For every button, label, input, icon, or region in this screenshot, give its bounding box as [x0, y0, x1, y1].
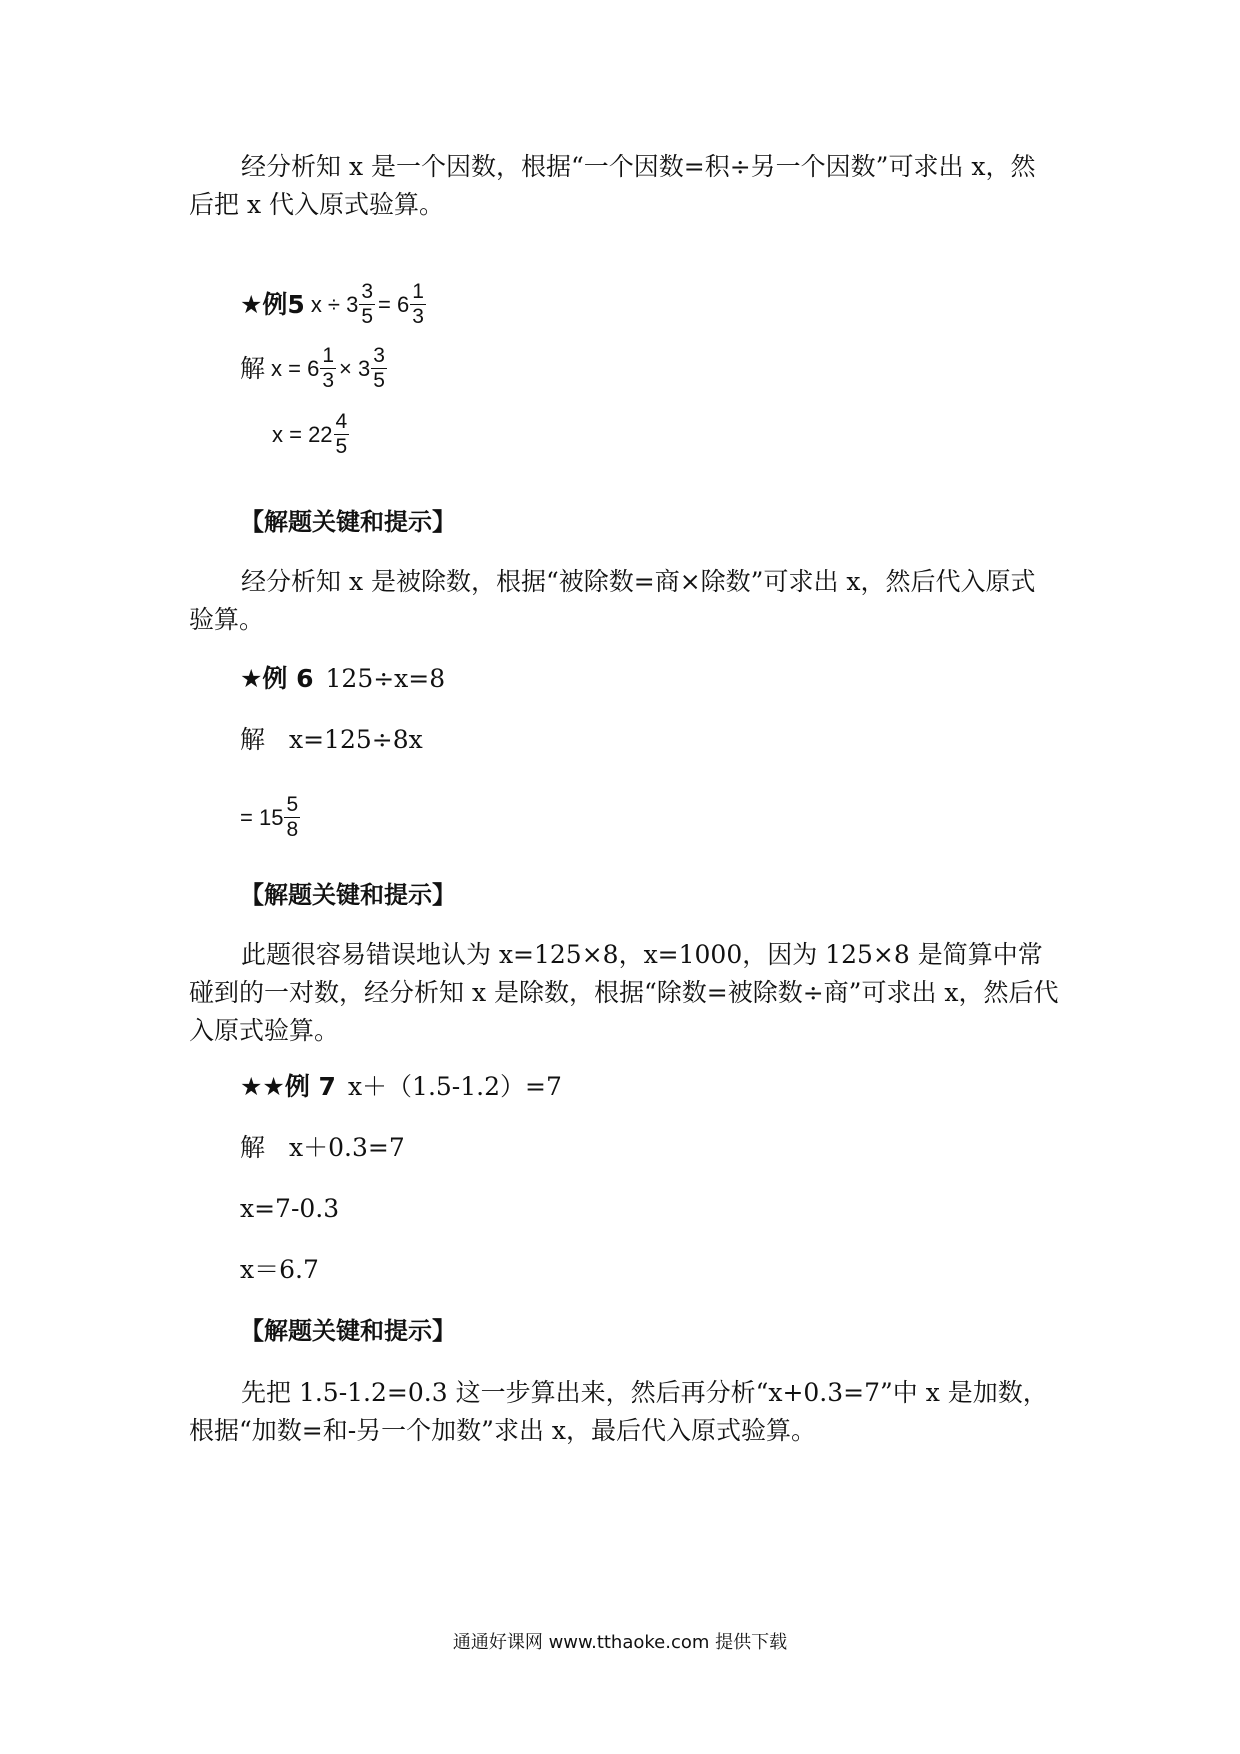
fraction-denominator: 8 [286, 818, 299, 841]
example6-key-heading: 【解题关键和提示】 [240, 881, 456, 909]
example5-key-heading: 【解题关键和提示】 [240, 508, 456, 536]
fraction-denominator: 3 [412, 305, 424, 328]
example7-sol-line-3-text: x＝6.7 [240, 1255, 319, 1284]
fraction-numerator: 3 [373, 344, 385, 367]
fraction-denominator: 5 [373, 369, 385, 392]
fraction-numerator: 4 [335, 410, 348, 433]
fraction-numerator: 1 [322, 344, 335, 367]
example7-key-heading: 【解题关键和提示】 [240, 1317, 456, 1345]
fraction-numerator: 5 [286, 793, 299, 816]
example5-eq-fraction-1 [359, 280, 375, 329]
fraction-denominator: 5 [361, 305, 374, 328]
example7-key-paragraph: 先把 1.5-1.2=0.3 这一步算出来，然后再分析“x+0.3=7”中 x 是加数，根据“加数=和-另一个加数”求出 x，最后代入原式验算。 [189, 1378, 1048, 1445]
example5-eq-mid: = 6 [378, 291, 410, 317]
example6-label: ★例 6 [240, 664, 314, 693]
example5-key-paragraph: 经分析知 x 是被除数，根据“被除数=商×除数”可求出 x，然后代入原式验算。 [189, 567, 1036, 634]
example5-sol-mid: × 3 [339, 355, 371, 381]
example7-sol-line-2-text: x=7-0.3 [240, 1194, 340, 1223]
example5-equation [240, 280, 429, 329]
example6-res-prefix: = 15 [240, 804, 284, 830]
example5-sol-fraction-2 [371, 344, 387, 393]
example5-label: ★例5 [240, 289, 305, 319]
example7-sol-line-3 [240, 1253, 319, 1287]
fraction-numerator: 1 [412, 280, 424, 303]
example6-sol-line: x=125÷8x [289, 725, 423, 754]
fraction-numerator: 3 [361, 280, 374, 303]
example7-sol-line-1: x＋0.3=7 [289, 1133, 405, 1162]
example6-key-paragraph: 此题很容易错误地认为 x=125×8，x=1000，因为 125×8 是简算中常碰到的一对数，经分析知 x 是除数，根据“除数=被除数÷商”可求出 x，然后代入原式验算。 [189, 940, 1059, 1045]
example5-result [272, 410, 352, 459]
example6-equation [240, 662, 445, 696]
example6-solution-label: 解 [240, 725, 266, 754]
example5-eq-fraction-2 [410, 280, 426, 329]
page-footer: 通通好课网 www.tthaoke.com 提供下载 [452, 1632, 788, 1653]
example5-eq-prefix: x ÷ 3 [310, 291, 359, 317]
example5-res-prefix: x = 22 [272, 421, 333, 447]
example5-sol-prefix: x = 6 [271, 355, 320, 381]
example7-sol-line-2 [240, 1192, 339, 1226]
example7-label: ★★例 7 [240, 1072, 336, 1101]
fraction-denominator: 5 [335, 435, 348, 458]
intro-paragraph: 经分析知 x 是一个因数，根据“一个因数=积÷另一个因数”可求出 x，然后把 x 代入原式验算。 [189, 152, 1036, 219]
example5-res-fraction [334, 410, 350, 459]
example6-result [240, 793, 303, 842]
fraction-denominator: 3 [322, 369, 335, 392]
example5-solution-label: 解 [240, 353, 266, 383]
example5-sol-fraction-1 [320, 344, 336, 393]
example6-eq: 125÷x=8 [325, 664, 446, 693]
example6-res-fraction [284, 793, 300, 842]
example7-equation [240, 1070, 562, 1104]
example7-solution [240, 1131, 405, 1165]
example7-solution-label: 解 [240, 1133, 266, 1162]
example6-solution [240, 723, 423, 757]
example7-eq: x＋（1.5-1.2）=7 [347, 1072, 562, 1101]
example5-solution [240, 344, 390, 393]
